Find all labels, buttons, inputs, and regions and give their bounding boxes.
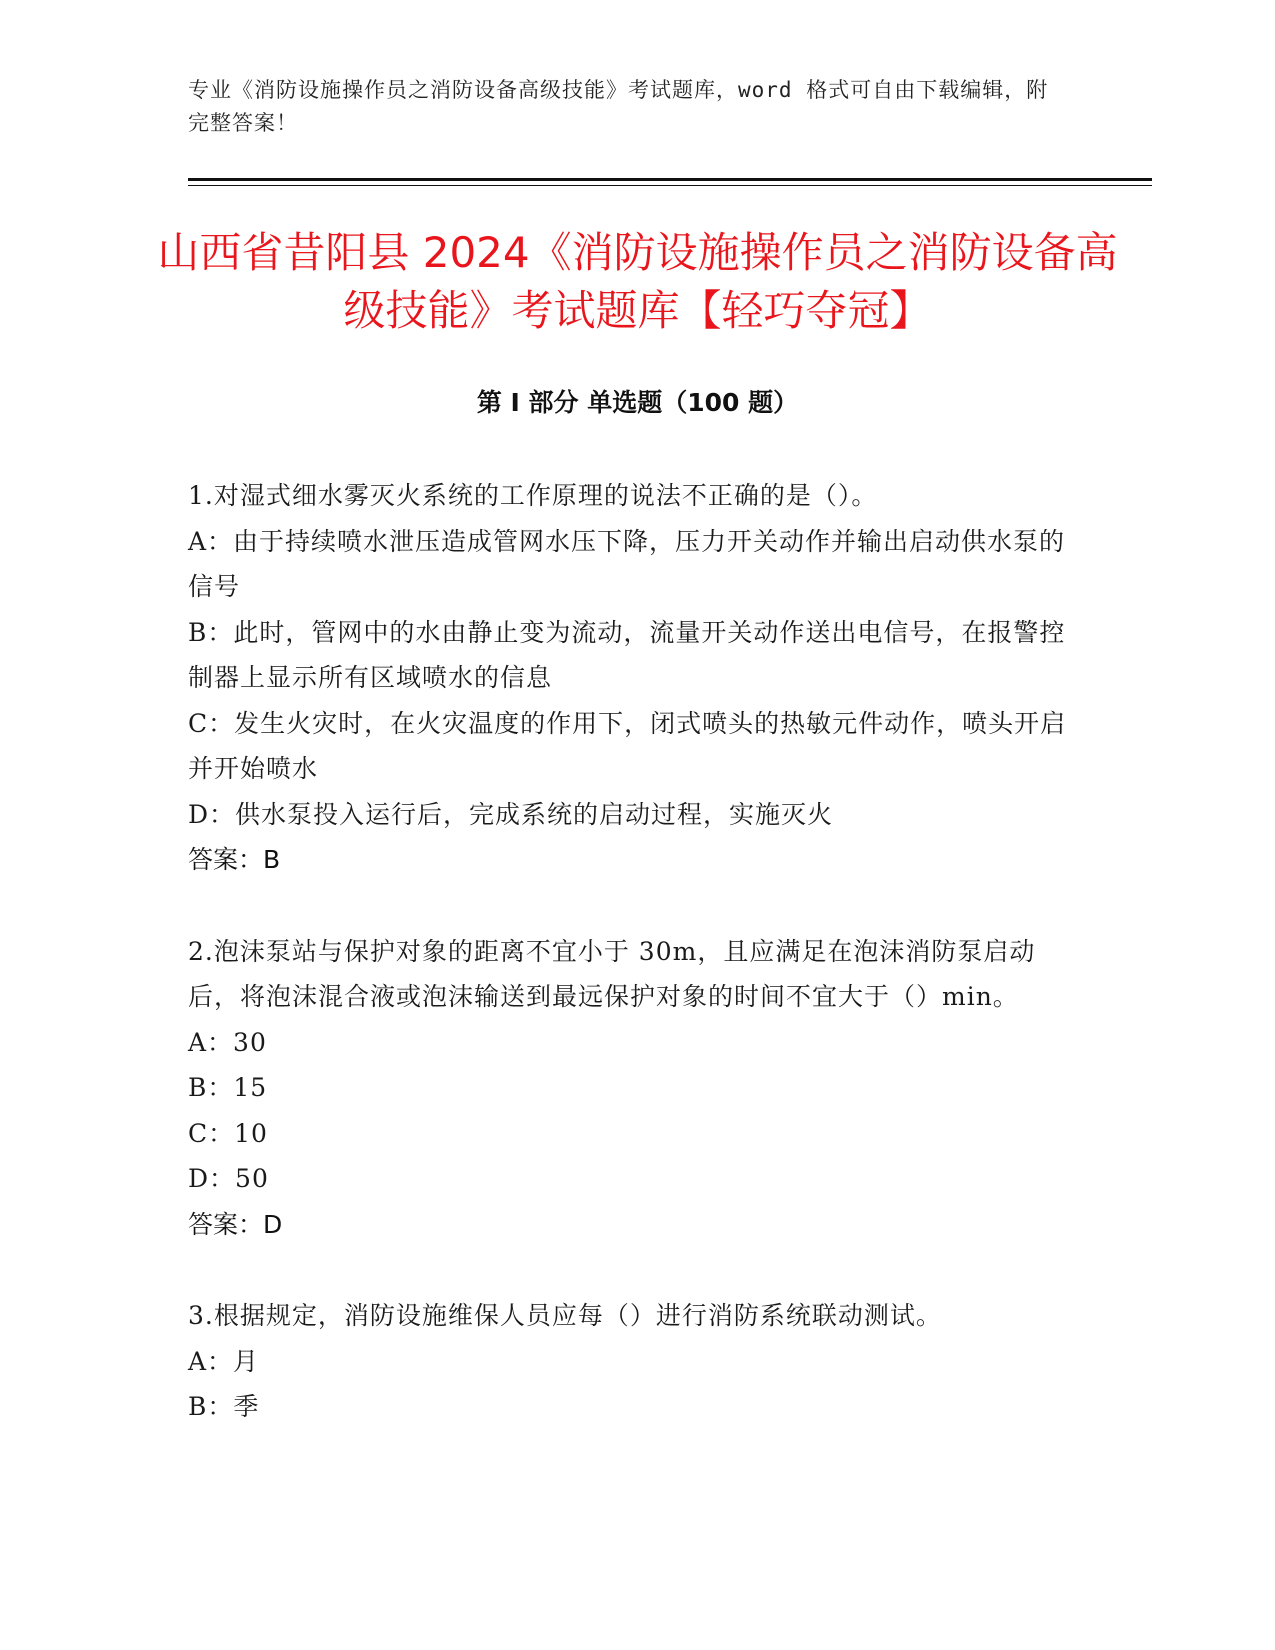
question-1 [188, 473, 1078, 883]
question-stem: 3.根据规定，消防设施维保人员应每（）进行消防系统联动测试。 [188, 1301, 942, 1330]
question-3 [188, 1293, 1078, 1430]
option-b: B：15 [188, 1073, 268, 1102]
option-c: C：10 [188, 1118, 268, 1148]
option-b: B：此时，管网中的水由静止变为流动，流量开关动作送出电信号，在报警控制器上显示所有区域喷水的信息 [188, 617, 1066, 692]
option-d: D：50 [188, 1164, 269, 1193]
option-d: D：供水泵投入运行后，完成系统的启动过程，实施灭火 [188, 799, 834, 829]
question-list [188, 473, 1078, 1476]
document-title: 山西省昔阳县 2024《消防设施操作员之消防设备高级技能》考试题库【轻巧夺冠】 [157, 228, 1118, 335]
question-stem: 1.对湿式细水雾灭火系统的工作原理的说法不正确的是（）。 [188, 481, 878, 510]
answer-line: 答案：B [188, 845, 281, 874]
header-divider-thin [188, 185, 1152, 186]
option-b: B：季 [188, 1392, 260, 1421]
option-a: A：由于持续喷水泄压造成管网水压下降，压力开关动作并输出启动供水泵的信号 [188, 526, 1066, 601]
header-note: 专业《消防设施操作员之消防设备高级技能》考试题库，word 格式可自由下载编辑，附完整答案！ [188, 78, 1049, 135]
option-a: A：月 [188, 1346, 260, 1376]
header-divider-thick [188, 178, 1152, 181]
option-c: C：发生火灾时，在火灾温度的作用下，闭式喷头的热敏元件动作，喷头开启并开始喷水 [188, 708, 1067, 783]
question-2 [188, 929, 1078, 1248]
section-heading: 第 I 部分 单选题（100 题） [476, 388, 799, 417]
answer-line: 答案：D [188, 1209, 283, 1239]
option-a: A：30 [188, 1027, 267, 1057]
question-stem: 2.泡沫泵站与保护对象的距离不宜小于 30m，且应满足在泡沫消防泵启动后，将泡沫混合液或泡沫输送到最远保护对象的时间不宜大于（）min。 [188, 936, 1036, 1011]
